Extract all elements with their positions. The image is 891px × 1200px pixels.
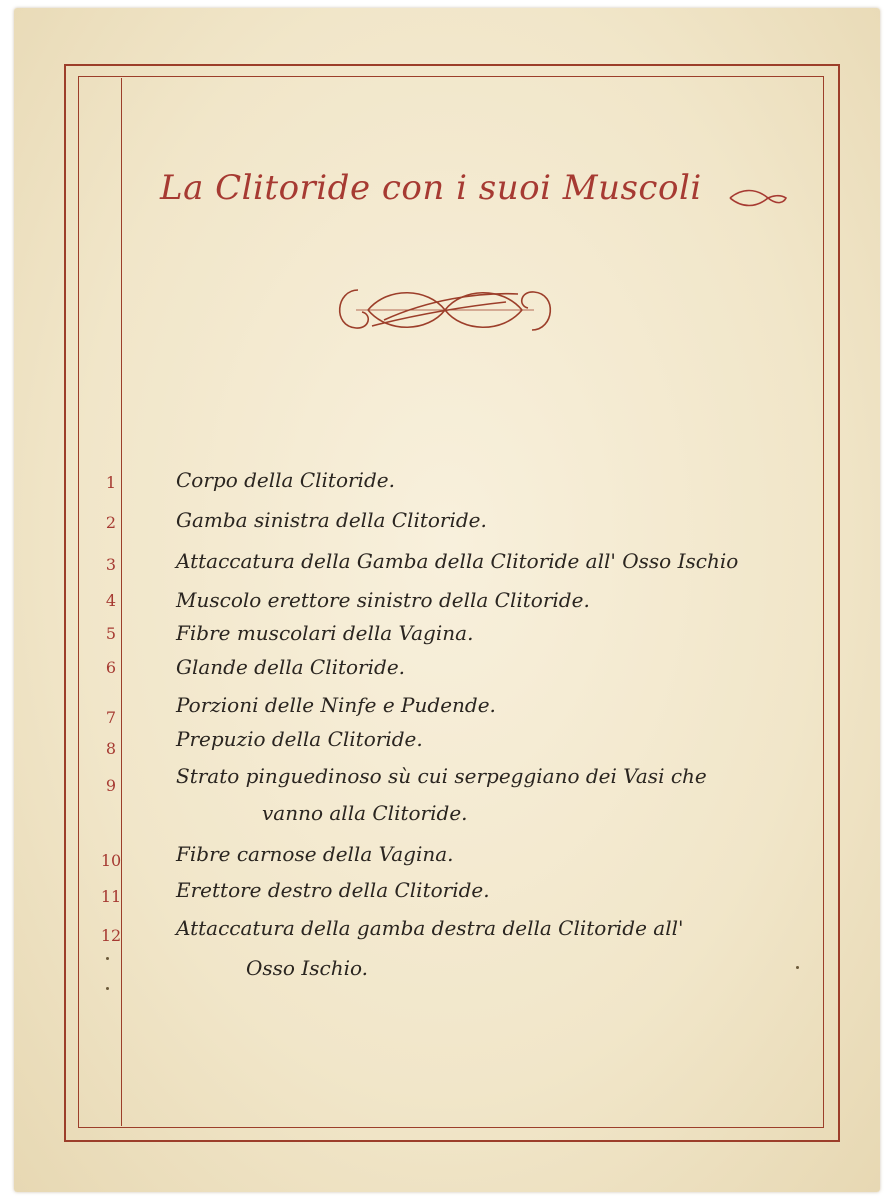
ink-dot	[106, 957, 109, 960]
item-number: 8	[105, 739, 117, 758]
list-item-continuation: vanno alla Clitoride.	[262, 801, 468, 825]
list-item: Gamba sinistra della Clitoride.	[176, 508, 487, 532]
list-item: Attaccatura della Gamba della Clitoride all' Osso Ischio	[176, 549, 739, 573]
page-title: La Clitoride con i suoi Muscoli	[160, 168, 702, 208]
list-item: Muscolo erettore sinistro della Clitoride.	[176, 588, 590, 612]
item-number: 6	[105, 658, 117, 677]
item-number: 1	[105, 473, 117, 492]
list-item: Prepuzio della Clitoride.	[176, 727, 423, 751]
title-flourish-icon	[728, 186, 788, 210]
list-item: Strato pinguedinoso sù cui serpeggiano dei Vasi che	[176, 764, 707, 788]
list-item: Porzioni delle Ninfe e Pudende.	[176, 693, 496, 717]
item-number: 4	[105, 591, 117, 610]
list-item-continuation: Osso Ischio.	[246, 956, 369, 980]
item-number: 2	[105, 513, 117, 532]
list-item: Fibre muscolari della Vagina.	[176, 621, 474, 645]
list-item: Attaccatura della gamba destra della Clitoride all'	[176, 916, 684, 940]
list-item: Erettore destro della Clitoride.	[176, 878, 490, 902]
item-number: 12	[100, 926, 122, 945]
item-number: 9	[105, 776, 117, 795]
item-number: 5	[105, 624, 117, 643]
list-item: Glande della Clitoride.	[176, 655, 406, 679]
ink-dot	[796, 966, 799, 969]
calligraphic-flourish-icon	[328, 280, 562, 340]
item-number: 10	[100, 851, 122, 870]
list-item: Fibre carnose della Vagina.	[176, 842, 454, 866]
item-number: 11	[100, 887, 122, 906]
list-item: Corpo della Clitoride.	[176, 468, 395, 492]
item-number: 7	[105, 708, 117, 727]
ink-dot	[106, 987, 109, 990]
item-number: 3	[105, 555, 117, 574]
